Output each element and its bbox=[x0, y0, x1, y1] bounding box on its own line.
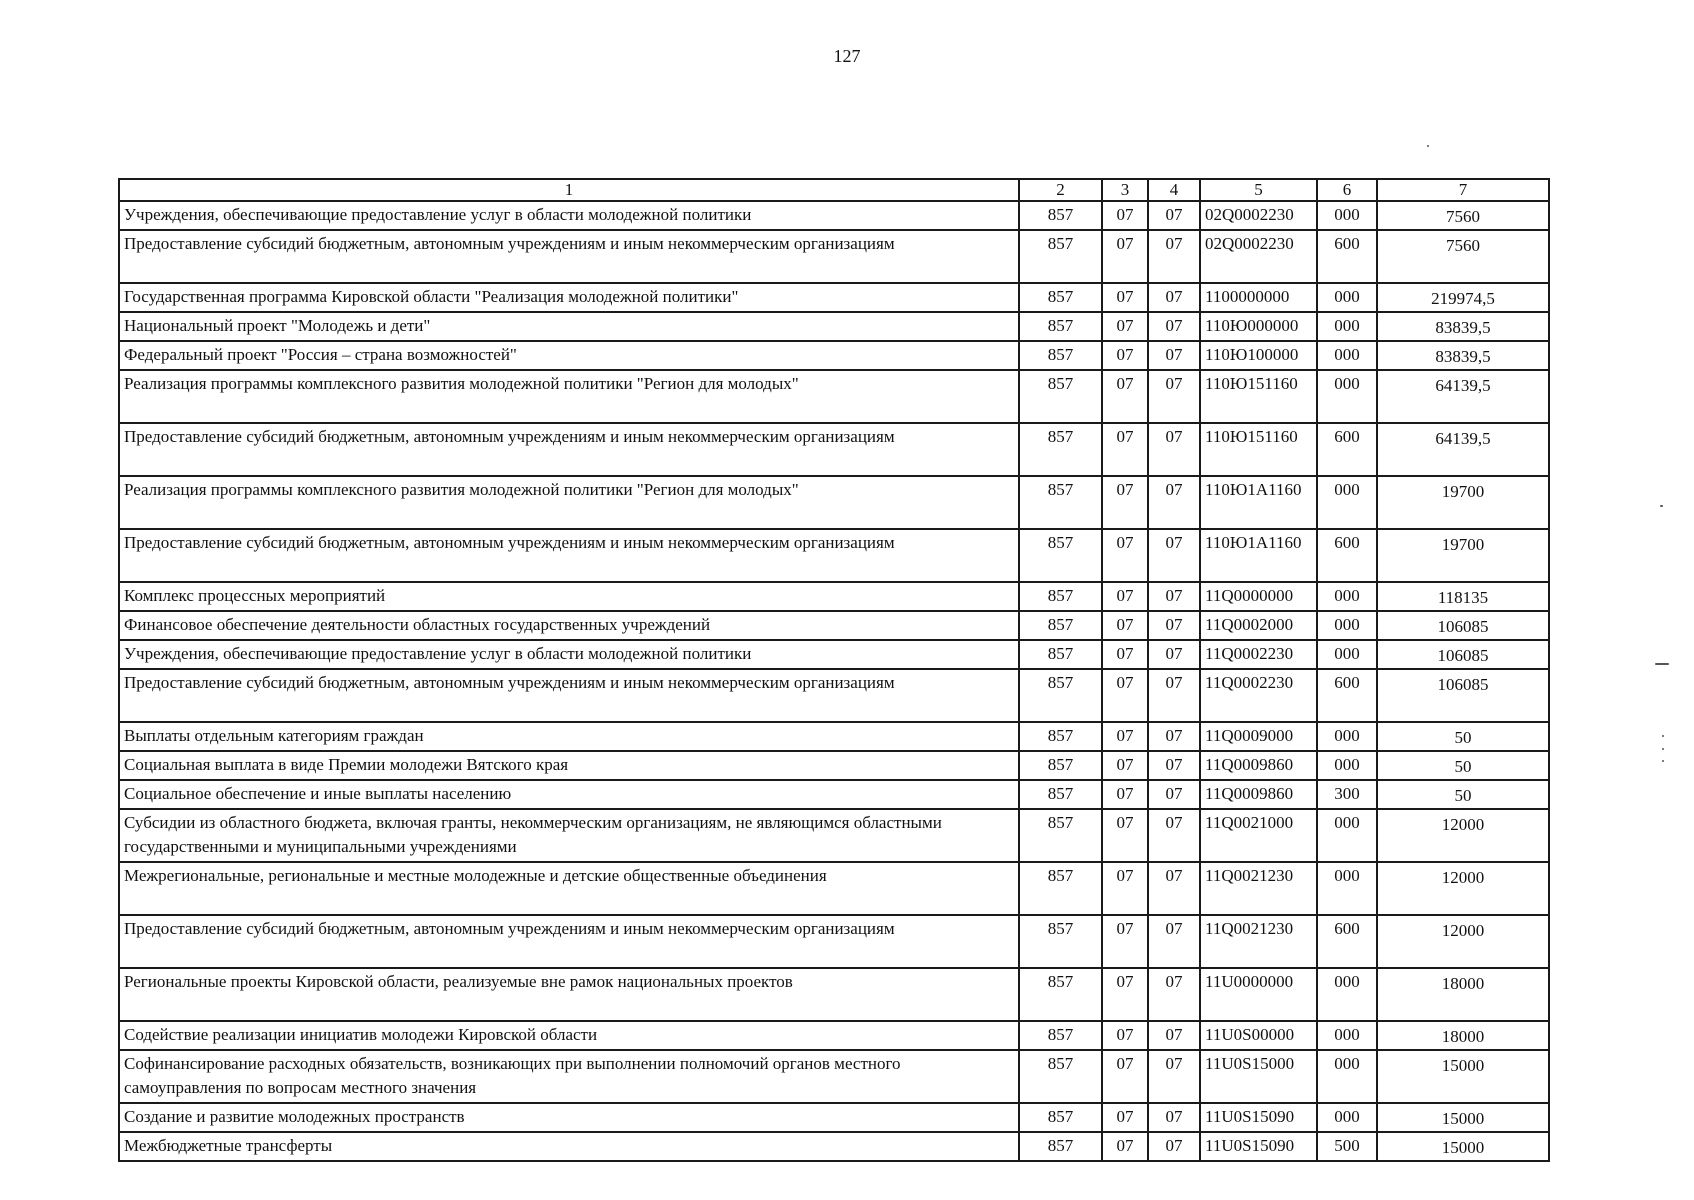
cell-col-5: 11Q0009860 bbox=[1200, 780, 1317, 809]
cell-col-5: 11Q0002230 bbox=[1200, 640, 1317, 669]
table-row bbox=[119, 809, 1549, 862]
cell-col-3: 07 bbox=[1102, 751, 1148, 780]
cell-name: Реализация программы комплексного развития молодежной политики "Регион для молодых" bbox=[119, 370, 1019, 423]
cell-col-7: 50 bbox=[1377, 722, 1549, 751]
cell-col-6: 600 bbox=[1317, 915, 1377, 968]
cell-col-2: 857 bbox=[1019, 722, 1102, 751]
table-header-row bbox=[119, 179, 1549, 201]
cell-col-7: 18000 bbox=[1377, 1021, 1549, 1050]
cell-col-4: 07 bbox=[1148, 751, 1200, 780]
cell-col-6: 000 bbox=[1317, 201, 1377, 230]
table-row bbox=[119, 283, 1549, 312]
cell-col-2: 857 bbox=[1019, 230, 1102, 283]
cell-col-4: 07 bbox=[1148, 423, 1200, 476]
cell-col-3: 07 bbox=[1102, 529, 1148, 582]
cell-col-3: 07 bbox=[1102, 423, 1148, 476]
cell-col-5: 02Q0002230 bbox=[1200, 201, 1317, 230]
cell-col-4: 07 bbox=[1148, 968, 1200, 1021]
cell-col-5: 110Ю100000 bbox=[1200, 341, 1317, 370]
table-row bbox=[119, 341, 1549, 370]
scan-speck bbox=[1662, 748, 1664, 750]
cell-col-2: 857 bbox=[1019, 312, 1102, 341]
table-row bbox=[119, 751, 1549, 780]
scan-speck bbox=[1655, 663, 1669, 665]
cell-col-6: 000 bbox=[1317, 1021, 1377, 1050]
cell-col-4: 07 bbox=[1148, 722, 1200, 751]
cell-col-6: 000 bbox=[1317, 1103, 1377, 1132]
header-col-2: 2 bbox=[1019, 179, 1102, 201]
cell-col-6: 000 bbox=[1317, 476, 1377, 529]
cell-col-3: 07 bbox=[1102, 1103, 1148, 1132]
cell-col-2: 857 bbox=[1019, 341, 1102, 370]
cell-name: Федеральный проект "Россия – страна возможностей" bbox=[119, 341, 1019, 370]
cell-col-3: 07 bbox=[1102, 201, 1148, 230]
cell-col-6: 000 bbox=[1317, 968, 1377, 1021]
cell-col-5: 11Q0021000 bbox=[1200, 809, 1317, 862]
table-row bbox=[119, 1021, 1549, 1050]
cell-col-7: 83839,5 bbox=[1377, 341, 1549, 370]
cell-col-6: 500 bbox=[1317, 1132, 1377, 1161]
cell-col-7: 50 bbox=[1377, 780, 1549, 809]
cell-name: Реализация программы комплексного развития молодежной политики "Регион для молодых" bbox=[119, 476, 1019, 529]
cell-col-5: 02Q0002230 bbox=[1200, 230, 1317, 283]
cell-name: Предоставление субсидий бюджетным, автономным учреждениям и иным некоммерческим организациям bbox=[119, 423, 1019, 476]
cell-col-7: 64139,5 bbox=[1377, 423, 1549, 476]
cell-name: Национальный проект "Молодежь и дети" bbox=[119, 312, 1019, 341]
table-row bbox=[119, 640, 1549, 669]
cell-col-2: 857 bbox=[1019, 640, 1102, 669]
cell-col-2: 857 bbox=[1019, 423, 1102, 476]
cell-name: Предоставление субсидий бюджетным, автономным учреждениям и иным некоммерческим организациям bbox=[119, 230, 1019, 283]
cell-col-3: 07 bbox=[1102, 780, 1148, 809]
table-row bbox=[119, 1050, 1549, 1103]
cell-col-6: 000 bbox=[1317, 809, 1377, 862]
cell-col-7: 106085 bbox=[1377, 669, 1549, 722]
cell-col-3: 07 bbox=[1102, 370, 1148, 423]
cell-col-4: 07 bbox=[1148, 915, 1200, 968]
cell-col-4: 07 bbox=[1148, 780, 1200, 809]
cell-col-2: 857 bbox=[1019, 283, 1102, 312]
cell-col-4: 07 bbox=[1148, 582, 1200, 611]
cell-col-3: 07 bbox=[1102, 476, 1148, 529]
cell-col-6: 000 bbox=[1317, 640, 1377, 669]
cell-col-6: 000 bbox=[1317, 312, 1377, 341]
cell-col-6: 300 bbox=[1317, 780, 1377, 809]
cell-col-4: 07 bbox=[1148, 611, 1200, 640]
cell-name: Предоставление субсидий бюджетным, автономным учреждениям и иным некоммерческим организациям bbox=[119, 915, 1019, 968]
cell-col-3: 07 bbox=[1102, 915, 1148, 968]
cell-col-2: 857 bbox=[1019, 1050, 1102, 1103]
cell-col-6: 000 bbox=[1317, 582, 1377, 611]
cell-col-4: 07 bbox=[1148, 640, 1200, 669]
cell-col-6: 600 bbox=[1317, 529, 1377, 582]
cell-col-7: 15000 bbox=[1377, 1050, 1549, 1103]
cell-col-6: 000 bbox=[1317, 370, 1377, 423]
cell-col-6: 600 bbox=[1317, 423, 1377, 476]
cell-name: Государственная программа Кировской области "Реализация молодежной политики" bbox=[119, 283, 1019, 312]
cell-col-4: 07 bbox=[1148, 1021, 1200, 1050]
cell-col-6: 000 bbox=[1317, 1050, 1377, 1103]
header-col-1: 1 bbox=[119, 179, 1019, 201]
scan-speck bbox=[1427, 145, 1429, 147]
cell-col-4: 07 bbox=[1148, 230, 1200, 283]
cell-col-4: 07 bbox=[1148, 1132, 1200, 1161]
cell-name: Социальная выплата в виде Премии молодежи Вятского края bbox=[119, 751, 1019, 780]
cell-name: Учреждения, обеспечивающие предоставление услуг в области молодежной политики bbox=[119, 640, 1019, 669]
table-row bbox=[119, 968, 1549, 1021]
cell-col-4: 07 bbox=[1148, 862, 1200, 915]
cell-name: Межрегиональные, региональные и местные молодежные и детские общественные объединения bbox=[119, 862, 1019, 915]
cell-col-3: 07 bbox=[1102, 862, 1148, 915]
cell-name: Учреждения, обеспечивающие предоставление услуг в области молодежной политики bbox=[119, 201, 1019, 230]
cell-col-7: 118135 bbox=[1377, 582, 1549, 611]
cell-col-5: 110Ю1А1160 bbox=[1200, 476, 1317, 529]
cell-col-7: 106085 bbox=[1377, 611, 1549, 640]
cell-col-5: 11U0S15000 bbox=[1200, 1050, 1317, 1103]
cell-col-7: 106085 bbox=[1377, 640, 1549, 669]
table-row bbox=[119, 529, 1549, 582]
cell-col-7: 7560 bbox=[1377, 201, 1549, 230]
cell-col-7: 219974,5 bbox=[1377, 283, 1549, 312]
cell-name: Предоставление субсидий бюджетным, автономным учреждениям и иным некоммерческим организациям bbox=[119, 669, 1019, 722]
table-body bbox=[119, 201, 1549, 1161]
cell-col-4: 07 bbox=[1148, 283, 1200, 312]
cell-col-2: 857 bbox=[1019, 751, 1102, 780]
cell-col-4: 07 bbox=[1148, 312, 1200, 341]
table-row bbox=[119, 722, 1549, 751]
budget-table bbox=[118, 178, 1550, 1162]
cell-col-3: 07 bbox=[1102, 230, 1148, 283]
cell-col-2: 857 bbox=[1019, 809, 1102, 862]
cell-col-3: 07 bbox=[1102, 1021, 1148, 1050]
table-row bbox=[119, 423, 1549, 476]
cell-col-7: 12000 bbox=[1377, 915, 1549, 968]
cell-col-5: 11U0S15090 bbox=[1200, 1132, 1317, 1161]
table-row bbox=[119, 312, 1549, 341]
header-col-5: 5 bbox=[1200, 179, 1317, 201]
header-col-7: 7 bbox=[1377, 179, 1549, 201]
table-row bbox=[119, 669, 1549, 722]
cell-col-2: 857 bbox=[1019, 201, 1102, 230]
cell-col-5: 1100000000 bbox=[1200, 283, 1317, 312]
scan-speck bbox=[1660, 505, 1663, 507]
cell-col-7: 15000 bbox=[1377, 1103, 1549, 1132]
table-row bbox=[119, 780, 1549, 809]
cell-col-7: 64139,5 bbox=[1377, 370, 1549, 423]
cell-col-4: 07 bbox=[1148, 1050, 1200, 1103]
cell-col-3: 07 bbox=[1102, 968, 1148, 1021]
cell-col-4: 07 bbox=[1148, 201, 1200, 230]
cell-col-2: 857 bbox=[1019, 582, 1102, 611]
cell-col-4: 07 bbox=[1148, 476, 1200, 529]
cell-name: Предоставление субсидий бюджетным, автономным учреждениям и иным некоммерческим организациям bbox=[119, 529, 1019, 582]
cell-col-5: 11Q0000000 bbox=[1200, 582, 1317, 611]
cell-col-5: 11Q0021230 bbox=[1200, 915, 1317, 968]
cell-name: Социальное обеспечение и иные выплаты населению bbox=[119, 780, 1019, 809]
cell-name: Софинансирование расходных обязательств, возникающих при выполнении полномочий органов местного самоуправления по вопросам местного значения bbox=[119, 1050, 1019, 1103]
cell-col-5: 11Q0002000 bbox=[1200, 611, 1317, 640]
table-row bbox=[119, 201, 1549, 230]
page-number: 127 bbox=[833, 46, 861, 66]
cell-col-5: 110Ю1А1160 bbox=[1200, 529, 1317, 582]
cell-col-6: 000 bbox=[1317, 862, 1377, 915]
table-row bbox=[119, 611, 1549, 640]
cell-name: Выплаты отдельным категориям граждан bbox=[119, 722, 1019, 751]
cell-col-5: 110Ю000000 bbox=[1200, 312, 1317, 341]
cell-col-4: 07 bbox=[1148, 341, 1200, 370]
cell-col-7: 7560 bbox=[1377, 230, 1549, 283]
table-row bbox=[119, 1103, 1549, 1132]
cell-col-2: 857 bbox=[1019, 1103, 1102, 1132]
cell-col-6: 000 bbox=[1317, 722, 1377, 751]
cell-col-7: 18000 bbox=[1377, 968, 1549, 1021]
cell-col-3: 07 bbox=[1102, 1050, 1148, 1103]
cell-col-5: 110Ю151160 bbox=[1200, 370, 1317, 423]
header-col-6: 6 bbox=[1317, 179, 1377, 201]
cell-col-5: 11U0S00000 bbox=[1200, 1021, 1317, 1050]
cell-col-5: 11U0S15090 bbox=[1200, 1103, 1317, 1132]
cell-col-6: 600 bbox=[1317, 230, 1377, 283]
header-col-3: 3 bbox=[1102, 179, 1148, 201]
cell-col-2: 857 bbox=[1019, 1132, 1102, 1161]
cell-col-7: 50 bbox=[1377, 751, 1549, 780]
scan-speck bbox=[1662, 760, 1664, 762]
cell-col-5: 11Q0021230 bbox=[1200, 862, 1317, 915]
table-row bbox=[119, 862, 1549, 915]
cell-col-2: 857 bbox=[1019, 915, 1102, 968]
cell-col-2: 857 bbox=[1019, 780, 1102, 809]
cell-col-2: 857 bbox=[1019, 669, 1102, 722]
cell-col-3: 07 bbox=[1102, 582, 1148, 611]
cell-name: Финансовое обеспечение деятельности областных государственных учреждений bbox=[119, 611, 1019, 640]
cell-col-6: 000 bbox=[1317, 751, 1377, 780]
cell-name: Создание и развитие молодежных пространств bbox=[119, 1103, 1019, 1132]
cell-col-3: 07 bbox=[1102, 809, 1148, 862]
cell-col-6: 000 bbox=[1317, 283, 1377, 312]
cell-col-2: 857 bbox=[1019, 862, 1102, 915]
table-row bbox=[119, 230, 1549, 283]
cell-col-3: 07 bbox=[1102, 312, 1148, 341]
cell-col-6: 000 bbox=[1317, 611, 1377, 640]
cell-col-3: 07 bbox=[1102, 341, 1148, 370]
cell-col-4: 07 bbox=[1148, 669, 1200, 722]
cell-col-3: 07 bbox=[1102, 669, 1148, 722]
cell-col-7: 12000 bbox=[1377, 809, 1549, 862]
cell-col-6: 000 bbox=[1317, 341, 1377, 370]
cell-col-7: 83839,5 bbox=[1377, 312, 1549, 341]
cell-col-2: 857 bbox=[1019, 611, 1102, 640]
table-row bbox=[119, 476, 1549, 529]
cell-col-4: 07 bbox=[1148, 1103, 1200, 1132]
cell-col-2: 857 bbox=[1019, 968, 1102, 1021]
cell-col-7: 19700 bbox=[1377, 476, 1549, 529]
cell-name: Содействие реализации инициатив молодежи Кировской области bbox=[119, 1021, 1019, 1050]
cell-col-6: 600 bbox=[1317, 669, 1377, 722]
cell-col-2: 857 bbox=[1019, 529, 1102, 582]
cell-col-7: 12000 bbox=[1377, 862, 1549, 915]
cell-col-4: 07 bbox=[1148, 809, 1200, 862]
cell-col-4: 07 bbox=[1148, 529, 1200, 582]
table-row bbox=[119, 582, 1549, 611]
table-row bbox=[119, 1132, 1549, 1161]
cell-name: Региональные проекты Кировской области, реализуемые вне рамок национальных проектов bbox=[119, 968, 1019, 1021]
cell-col-5: 11Q0009860 bbox=[1200, 751, 1317, 780]
cell-col-3: 07 bbox=[1102, 1132, 1148, 1161]
cell-col-5: 11Q0009000 bbox=[1200, 722, 1317, 751]
header-col-4: 4 bbox=[1148, 179, 1200, 201]
cell-col-2: 857 bbox=[1019, 370, 1102, 423]
cell-col-7: 15000 bbox=[1377, 1132, 1549, 1161]
cell-name: Межбюджетные трансферты bbox=[119, 1132, 1019, 1161]
table-row bbox=[119, 370, 1549, 423]
cell-col-3: 07 bbox=[1102, 722, 1148, 751]
table-row bbox=[119, 915, 1549, 968]
cell-col-5: 110Ю151160 bbox=[1200, 423, 1317, 476]
cell-col-3: 07 bbox=[1102, 640, 1148, 669]
cell-name: Субсидии из областного бюджета, включая гранты, некоммерческим организациям, не являющимся областными государственными и муниципальными учреждениями bbox=[119, 809, 1019, 862]
cell-col-2: 857 bbox=[1019, 1021, 1102, 1050]
cell-col-5: 11Q0002230 bbox=[1200, 669, 1317, 722]
scan-speck bbox=[1662, 735, 1664, 737]
cell-col-3: 07 bbox=[1102, 283, 1148, 312]
cell-col-4: 07 bbox=[1148, 370, 1200, 423]
cell-col-5: 11U0000000 bbox=[1200, 968, 1317, 1021]
cell-col-7: 19700 bbox=[1377, 529, 1549, 582]
cell-col-2: 857 bbox=[1019, 476, 1102, 529]
cell-col-3: 07 bbox=[1102, 611, 1148, 640]
cell-name: Комплекс процессных мероприятий bbox=[119, 582, 1019, 611]
